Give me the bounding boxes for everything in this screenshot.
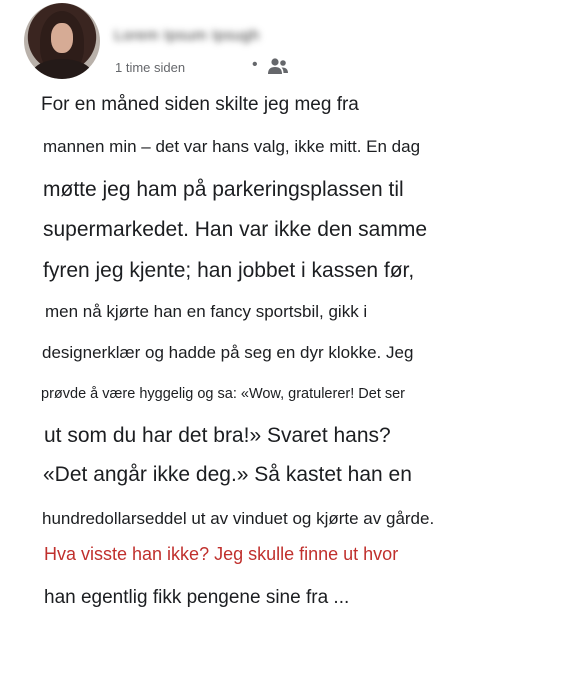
author-name[interactable]: Lorem Ipsum Ipsugh bbox=[114, 27, 260, 44]
fade-overlay bbox=[0, 610, 569, 697]
friends-icon[interactable] bbox=[266, 57, 290, 75]
post-text-line: fyren jeg kjente; han jobbet i kassen før, bbox=[43, 259, 415, 282]
post-text-line: designerklær og hadde på seg en dyr klokke. Jeg bbox=[42, 343, 414, 362]
post-text-line: mannen min – det var hans valg, ikke mitt. En dag bbox=[43, 137, 421, 156]
post-text-line: ut som du har det bra!» Svaret hans? bbox=[44, 424, 391, 447]
post-text-line: hundredollarseddel ut av vinduet og kjørte av gårde. bbox=[42, 509, 435, 528]
avatar-face bbox=[51, 23, 73, 53]
avatar[interactable] bbox=[24, 3, 100, 79]
post-text-line: han egentlig fikk pengene sine fra ... bbox=[44, 587, 350, 608]
post-timestamp[interactable]: 1 time siden bbox=[115, 60, 186, 75]
post-text-line: «Det angår ikke deg.» Så kastet han en bbox=[43, 463, 412, 486]
post-text-line: For en måned siden skilte jeg meg fra bbox=[41, 94, 359, 115]
avatar-shoulder bbox=[32, 59, 92, 79]
post-text-line: supermarkedet. Han var ikke den samme bbox=[43, 218, 427, 241]
post-text-line: møtte jeg ham på parkeringsplassen til bbox=[43, 178, 404, 201]
post-text-line: men nå kjørte han en fancy sportsbil, gikk i bbox=[45, 302, 368, 321]
meta-separator: • bbox=[252, 56, 258, 73]
post-text-line: prøvde å være hyggelig og sa: «Wow, gratulerer! Det ser bbox=[41, 386, 406, 402]
post-text-highlight: Hva visste han ikke? Jeg skulle finne ut hvor bbox=[44, 544, 399, 564]
